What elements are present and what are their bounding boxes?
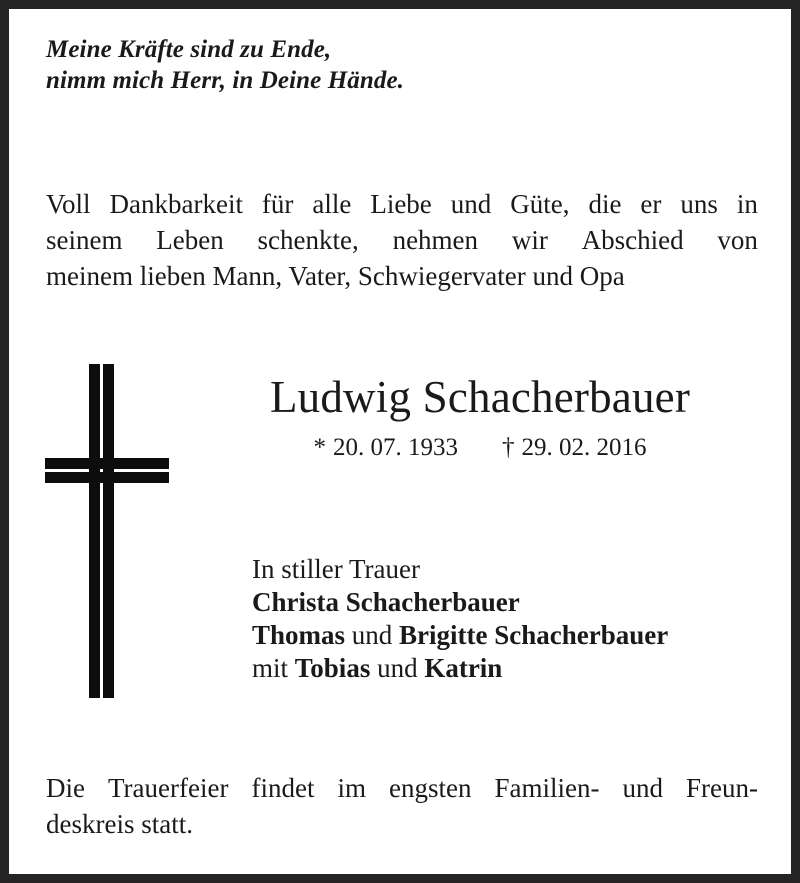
cross-horizontal-bar-bottom xyxy=(45,472,169,483)
closing-line-1 xyxy=(46,770,758,806)
intro-line-3: meinem lieben Mann, Vater, Schwiegervater und Opa xyxy=(46,261,625,291)
mourner-name: Brigitte Schacherbauer xyxy=(399,620,669,650)
conjunction: und xyxy=(370,653,425,683)
intro-word: Voll xyxy=(46,189,91,219)
closing-word: Trauerfeier xyxy=(108,773,229,803)
closing-word: und xyxy=(622,773,663,803)
intro-word: Leben xyxy=(156,225,224,255)
closing-word: findet xyxy=(251,773,315,803)
deceased-name: Ludwig Schacherbauer xyxy=(269,372,691,422)
intro-word: Güte, xyxy=(510,189,570,219)
mourner-name: Katrin xyxy=(424,653,503,683)
epigraph-verse xyxy=(46,34,746,96)
intro-word: Liebe xyxy=(370,189,432,219)
intro-word: schenkte, xyxy=(257,225,359,255)
cross-horizontal-bar-top xyxy=(45,458,169,469)
closing-word: Die xyxy=(46,773,85,803)
mourners-block xyxy=(252,553,772,685)
intro-word: uns xyxy=(680,189,718,219)
epigraph-line-1: Meine Kräfte sind zu Ende, xyxy=(46,36,332,63)
closing-word: im xyxy=(337,773,366,803)
death-date: 29. 02. 2016 xyxy=(521,434,647,461)
intro-word: wir xyxy=(511,225,548,255)
intro-word: seinem xyxy=(46,225,123,255)
conjunction: und xyxy=(345,620,400,650)
closing-paragraph xyxy=(46,770,758,842)
deceased-dates xyxy=(180,433,780,463)
birth-date: 20. 07. 1933 xyxy=(333,434,458,461)
intro-word: Abschied xyxy=(581,225,684,255)
death-date-group xyxy=(502,434,647,461)
mourner-row-children xyxy=(252,652,772,685)
intro-word: nehmen xyxy=(392,225,479,255)
mourner-name-primary: Christa Schacherbauer xyxy=(252,587,520,617)
epigraph-line-2: nimm mich Herr, in Deine Hände. xyxy=(46,67,404,94)
mourners-heading: In stiller Trauer xyxy=(252,554,420,584)
mourner-name: Tobias xyxy=(294,653,371,683)
christian-cross-icon xyxy=(45,364,169,698)
closing-word: Familien- xyxy=(494,773,600,803)
closing-word: engsten xyxy=(389,773,472,803)
mourner-row-couple xyxy=(252,619,772,652)
birth-date-group xyxy=(314,434,459,461)
intro-word: er xyxy=(640,189,662,219)
intro-word: Dankbarkeit xyxy=(109,189,243,219)
prefix: mit xyxy=(252,653,295,683)
intro-line-1 xyxy=(46,186,758,222)
intro-word: in xyxy=(736,189,758,219)
intro-word: von xyxy=(717,225,758,255)
birth-star-icon: * xyxy=(313,434,326,461)
intro-word: für xyxy=(261,189,294,219)
cross-vertical-bar-right xyxy=(103,364,114,698)
death-cross-icon: † xyxy=(502,434,515,461)
intro-word: alle xyxy=(312,189,352,219)
intro-line-2 xyxy=(46,222,758,258)
mourner-name: Thomas xyxy=(252,620,346,650)
intro-word: die xyxy=(588,189,622,219)
intro-word: und xyxy=(450,189,492,219)
closing-line-2: deskreis statt. xyxy=(46,809,193,839)
closing-word: Freun- xyxy=(686,773,758,803)
cross-vertical-bar-left xyxy=(89,364,100,698)
intro-paragraph xyxy=(46,186,758,294)
